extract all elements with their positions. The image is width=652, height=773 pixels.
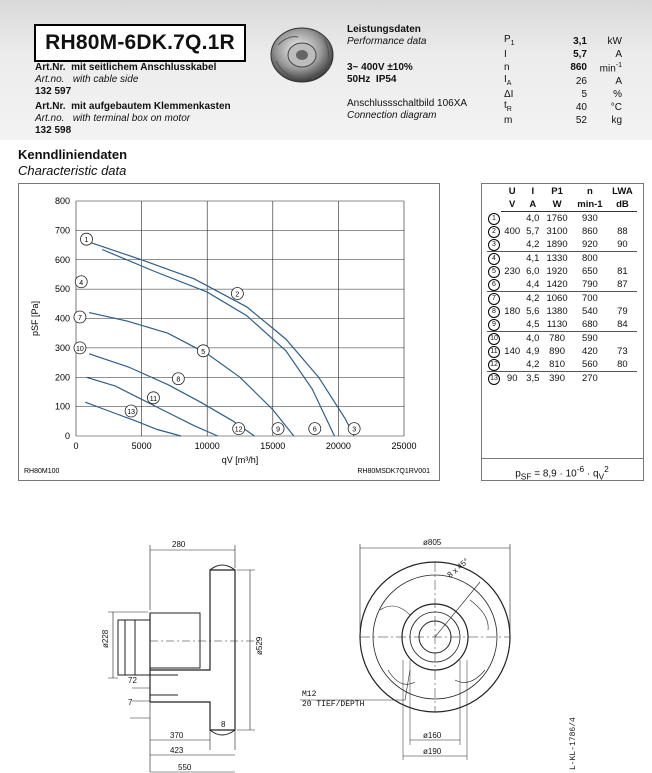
y-axis-label: pSF [Pa] (30, 300, 40, 337)
ops-row (487, 358, 637, 372)
dim-228: ø228 (101, 629, 110, 648)
connection-diagram-en: Connection diagram (347, 110, 437, 121)
dim-8: 8 (221, 720, 226, 729)
ops-cell (501, 332, 523, 346)
ops-cell: 540 (581, 306, 598, 317)
ops-row (487, 265, 637, 278)
ops-point-marker: 12 (488, 359, 500, 371)
curve-label-1: 1 (84, 237, 89, 245)
performance-block (347, 24, 467, 122)
ops-cell: 590 (572, 332, 608, 346)
point-label-10: 10 (76, 345, 84, 353)
ops-cell: 4,0 (526, 213, 540, 224)
ops-cell (608, 292, 637, 306)
x-axis-label: qV [m³/h] (221, 455, 259, 465)
x-tick-label: 10000 (194, 441, 220, 451)
ops-row (487, 332, 637, 346)
section-title-en: Characteristic data (18, 163, 127, 178)
dim-370: 370 (170, 731, 184, 740)
dim-423: 423 (170, 746, 184, 755)
dim-280: 280 (172, 540, 186, 549)
dim-550: 550 (178, 763, 192, 772)
characteristic-chart (18, 183, 439, 480)
perf-value: 5,7 (573, 49, 587, 60)
front-view (300, 544, 510, 760)
ops-cell: 79 (617, 306, 628, 317)
ops-cell: 390 (542, 372, 572, 386)
ops-cell: 920 (581, 239, 598, 250)
y-tick-label: 600 (54, 254, 70, 265)
perf-symbol: m (504, 115, 513, 127)
ops-point-marker: 4 (488, 253, 500, 265)
perf-symbol: $P_1$ (504, 34, 515, 47)
section-title (18, 147, 127, 179)
perf-unit: $\min^{-1}$ (599, 62, 622, 75)
ops-cell: 230 (504, 266, 521, 277)
ops-cell: 1420 (546, 279, 568, 290)
perf-unit: A (615, 49, 622, 60)
ops-cell: 87 (617, 279, 628, 290)
curve-2 (102, 250, 334, 437)
perf-value: 52 (575, 115, 587, 127)
art2-number: 132 598 (35, 125, 72, 136)
ops-row (487, 305, 637, 318)
perf-value: 26 (575, 76, 587, 88)
perf-symbol: I (504, 49, 507, 60)
performance-row (504, 115, 622, 126)
ops-cell (501, 358, 523, 372)
ops-unit-cell: W (542, 198, 572, 212)
ops-cell: 1130 (546, 319, 568, 330)
x-tick-label: 0 (73, 441, 79, 451)
point-label-12: 12 (234, 426, 243, 434)
x-tick-label: 25000 (391, 441, 417, 451)
point-label-4: 4 (79, 279, 84, 287)
point-label-7: 7 (77, 315, 82, 323)
performance-title-en: Performance data (347, 36, 427, 47)
chart-footer-right: RH80MSDK7Q1RV001 (357, 468, 430, 475)
ops-cell: 810 (549, 359, 565, 370)
ops-header-cell: P1 (551, 186, 563, 197)
y-tick-label: 400 (54, 313, 70, 324)
note-m12: M12 (302, 690, 317, 699)
ops-cell: 930 (581, 213, 598, 224)
ops-row (487, 225, 637, 238)
ops-cell: 860 (581, 226, 598, 237)
ops-row (487, 372, 637, 386)
perf-value: 860 (570, 61, 587, 73)
y-tick-label: 200 (54, 372, 70, 383)
perf-symbol: ΔI (504, 89, 514, 101)
art2-desc-en: with terminal box on motor (72, 113, 191, 124)
ops-cell: 1920 (546, 266, 568, 277)
ops-header-cell: n (587, 186, 593, 197)
ops-cell: 4,2 (526, 359, 540, 370)
ops-point-marker: 2 (488, 226, 500, 238)
ops-cell: 890 (549, 346, 565, 357)
dim-72: 72 (128, 676, 137, 685)
ops-cell: 420 (581, 346, 598, 357)
ops-row (487, 292, 637, 306)
y-tick-label: 700 (54, 225, 70, 236)
ops-cell: 650 (581, 266, 598, 277)
front-view-dims (423, 538, 470, 756)
x-tick-label: 20000 (325, 441, 351, 451)
art1-desc: mit seitlichem Anschlusskabel (71, 62, 217, 73)
ops-cell: 80 (617, 359, 628, 370)
curve-label-13: 13 (127, 409, 136, 417)
ops-cell: 1060 (542, 292, 572, 306)
ops-cell: 5,7 (526, 226, 540, 237)
perf-unit: °C (610, 102, 622, 114)
dim-805: ø805 (423, 538, 442, 547)
ops-header-cell: I (531, 186, 535, 197)
ops-row (487, 318, 637, 332)
art1-label-en: Art.no. (35, 74, 65, 85)
ops-unit-cell: V (501, 198, 523, 212)
model-title: RH80M-6DK.7Q.1R (34, 24, 246, 62)
dim-7: 7 (128, 698, 133, 707)
performance-title: Leistungsdaten (347, 24, 421, 35)
performance-row (504, 34, 622, 49)
ops-cell: 73 (617, 346, 628, 357)
fan-image (268, 25, 336, 85)
ops-point-marker: 8 (488, 306, 500, 318)
ops-unit-cell: A (523, 198, 542, 212)
performance-row (504, 74, 622, 89)
perf-value: 40 (575, 102, 587, 114)
perf-unit: kg (611, 115, 622, 127)
perf-value: 3,1 (573, 36, 587, 47)
ops-cell: 3100 (546, 226, 568, 237)
y-tick-label: 100 (54, 401, 70, 412)
connection-diagram: Anschlussschaltbild 106XA (347, 98, 468, 109)
ops-point-marker: 6 (488, 279, 500, 291)
article-block-1 (35, 62, 216, 98)
ops-cell (608, 252, 637, 266)
ops-header-cell: LWA (612, 186, 633, 197)
ops-cell: 180 (504, 306, 521, 317)
ops-cell: 400 (504, 226, 521, 237)
ops-cell: 81 (617, 266, 628, 277)
perf-value: 5 (581, 89, 587, 101)
performance-row (504, 60, 622, 74)
point-label-3: 3 (352, 426, 357, 434)
ops-row (487, 252, 637, 266)
ops-point-marker: 1 (488, 213, 500, 225)
ops-cell: 4,2 (526, 239, 540, 250)
ops-cell: 270 (572, 372, 608, 386)
perf-symbol: n (504, 61, 510, 73)
ops-unit-cell: min-1 (572, 198, 608, 212)
section-title-de: Kenndliniendaten (18, 147, 128, 162)
perf-symbol: $I_A$ (504, 74, 512, 88)
ops-row (487, 278, 637, 292)
technical-drawing (0, 520, 652, 773)
art2-desc: mit aufgebautem Klemmenkasten (71, 101, 231, 112)
ops-cell: 790 (581, 279, 598, 290)
perf-unit: kW (607, 36, 622, 47)
y-tick-label: 800 (54, 196, 70, 206)
ops-unit-cell: dB (608, 198, 637, 212)
drawing-code: L-KL-1786/4 (569, 717, 578, 770)
ops-point-marker: 13 (488, 373, 500, 385)
ops-point-marker: 11 (488, 346, 500, 358)
performance-row (504, 49, 622, 60)
ops-row (487, 212, 637, 226)
x-tick-label: 15000 (260, 441, 286, 451)
ops-cell: 4,2 (523, 292, 542, 306)
ops-row (487, 345, 637, 358)
ops-cell: 84 (617, 319, 628, 330)
ops-cell (501, 278, 523, 292)
curve-label-5: 5 (201, 348, 206, 356)
pressure-formula: $p_{SF} = 8,9 \cdot 10^{-6} \cdot q_V^2$ (481, 458, 643, 481)
y-tick-label: 300 (54, 342, 70, 353)
ops-cell: 4,9 (526, 346, 540, 357)
ip-rating: IP54 (375, 74, 397, 85)
performance-row (504, 100, 622, 115)
art2-label-en: Art.no. (35, 113, 65, 124)
ops-cell: 700 (572, 292, 608, 306)
ops-unit-row (487, 198, 637, 212)
art1-label: Art.Nr. (35, 62, 66, 73)
ops-point-marker: 5 (488, 266, 500, 278)
ops-cell: 780 (542, 332, 572, 346)
perf-unit: A (615, 76, 622, 88)
chart-footer-left: RH80M100 (24, 468, 60, 475)
performance-values-table (504, 34, 622, 126)
ops-point-marker: 7 (488, 293, 500, 305)
ops-cell: 90 (617, 239, 628, 250)
ops-cell (501, 292, 523, 306)
ops-cell: 4,4 (526, 279, 540, 290)
drawing-notes (302, 690, 578, 770)
art2-label: Art.Nr. (35, 101, 66, 112)
dim-160: ø160 (423, 731, 442, 740)
art1-desc-en: with cable side (72, 74, 139, 85)
dim-holes: 8 x 45° (445, 556, 471, 580)
x-tick-label: 5000 (131, 441, 152, 451)
ops-header-cell: U (508, 186, 516, 197)
ops-row (487, 238, 637, 252)
ops-cell: 680 (581, 319, 598, 330)
supply-frequency: 50Hz (347, 74, 371, 85)
ops-cell: 560 (581, 359, 598, 370)
y-tick-label: 500 (54, 284, 70, 295)
ops-cell: 4,1 (523, 252, 542, 266)
operating-points-table (487, 185, 637, 385)
ops-cell: 1380 (546, 306, 568, 317)
supply-voltage: 3~ 400V ±10% (347, 62, 413, 73)
point-label-9: 9 (276, 426, 281, 434)
dim-190: ø190 (423, 747, 442, 756)
ops-cell: 6,0 (526, 266, 540, 277)
ops-cell: 4,5 (526, 319, 540, 330)
ops-cell: 1760 (546, 213, 568, 224)
perf-symbol: $t_R$ (504, 100, 512, 114)
ops-cell (608, 332, 637, 346)
note-depth: 20 TIEF/DEPTH (302, 700, 365, 709)
ops-cell: 90 (501, 372, 523, 386)
ops-cell: 88 (617, 226, 628, 237)
curve-8 (89, 354, 254, 436)
performance-row (504, 89, 622, 100)
y-tick-label: 0 (64, 431, 70, 441)
ops-header-row (487, 185, 637, 198)
ops-cell: 4,0 (523, 332, 542, 346)
ops-cell: 1890 (546, 239, 568, 250)
ops-cell (501, 318, 523, 332)
ops-cell: 3,5 (523, 372, 542, 386)
ops-point-marker: 10 (488, 333, 500, 345)
ops-cell: 1330 (542, 252, 572, 266)
ops-cell (501, 238, 523, 252)
ops-cell (608, 372, 637, 386)
ops-point-marker: 9 (488, 319, 500, 331)
side-view (108, 545, 260, 772)
curve-label-8: 8 (176, 376, 181, 384)
ops-cell: 140 (504, 346, 521, 357)
perf-unit: % (613, 89, 622, 101)
article-block-2 (35, 101, 231, 137)
ops-cell: 5,6 (526, 306, 540, 317)
ops-cell: 800 (572, 252, 608, 266)
ops-cell (501, 212, 523, 226)
curve-label-2: 2 (235, 291, 240, 299)
point-label-6: 6 (312, 426, 317, 434)
art1-number: 132 597 (35, 86, 72, 97)
ops-point-marker: 3 (488, 239, 500, 251)
dim-529: ø529 (255, 636, 264, 655)
ops-cell (608, 212, 637, 226)
curve-label-11: 11 (149, 395, 158, 403)
ops-cell (501, 252, 523, 266)
